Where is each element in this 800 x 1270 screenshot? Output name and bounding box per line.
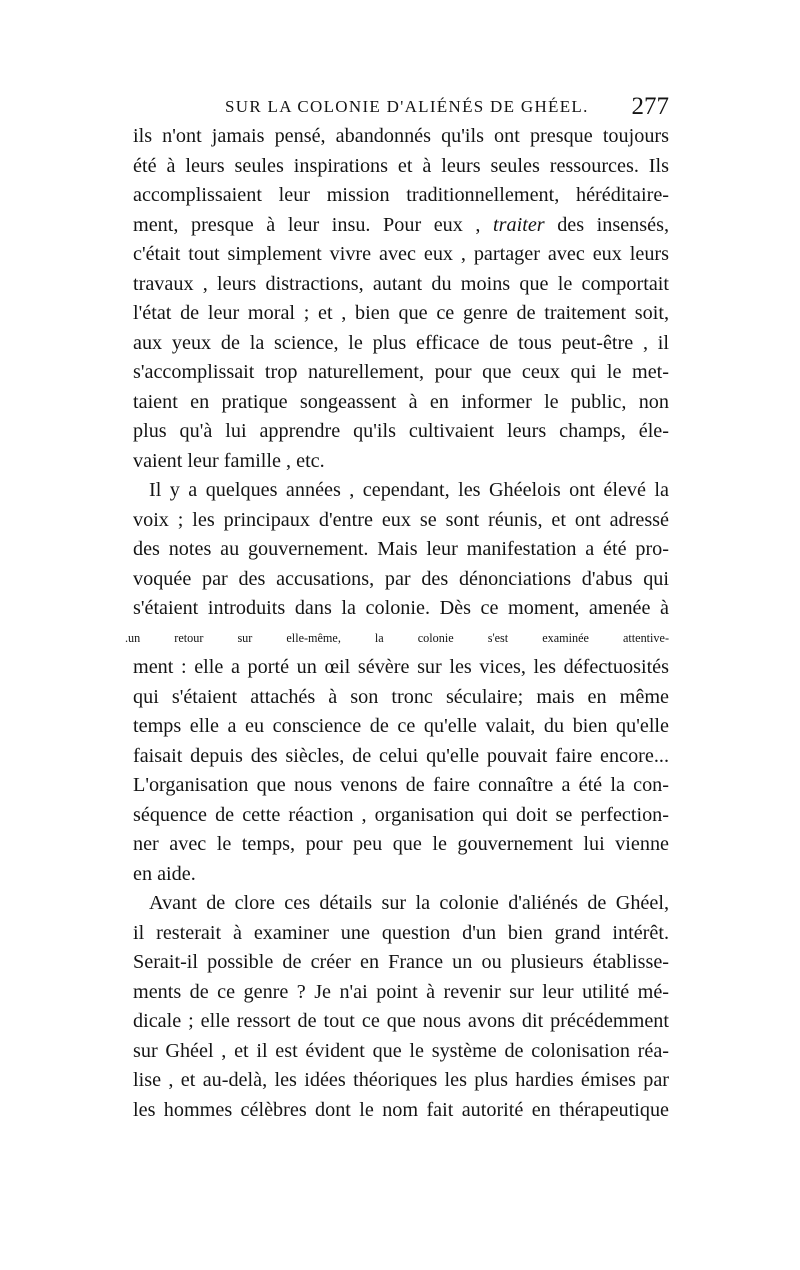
- italic-word: traiter: [493, 213, 545, 236]
- text-line: Il y a quelques années , cependant, les Ghéelois ont élevé la: [149, 479, 669, 501]
- text-line: s'accomplissait trop naturellement, pour que ceux qui le met-: [133, 361, 669, 383]
- text-line: vaient leur famille , etc.: [133, 449, 325, 472]
- running-title: SUR LA COLONIE D'ALIÉNÉS DE GHÉEL.: [225, 97, 589, 116]
- text-line: accomplissaient leur mission traditionnellement, héréditaire-: [133, 184, 669, 206]
- text-line: dicale ; elle ressort de tout ce que nous avons dit précédemment: [133, 1010, 669, 1032]
- text-line: été à leurs seules inspirations et à leurs seules ressources. Ils: [133, 154, 669, 177]
- text-line: il resterait à examiner une question d'un bien grand intérêt.: [133, 921, 669, 944]
- text-line: ils n'ont jamais pensé, abandonnés qu'ils ont presque toujours: [133, 125, 669, 147]
- text-line: des notes au gouvernement. Mais leur manifestation a été pro-: [133, 538, 669, 560]
- text-line: ment : elle a porté un œil sévère sur les vices, les défectuosités: [133, 656, 669, 678]
- text-line: s'étaient introduits dans la colonie. Dès ce moment, amenée à: [133, 597, 669, 619]
- text-line: plus qu'à lui apprendre qu'ils cultivaient leurs champs, éle-: [133, 420, 669, 442]
- text-line: L'organisation que nous venons de faire connaître a été la con-: [133, 774, 669, 796]
- text-line: lise , et au-delà, les idées théoriques les plus hardies émises par: [133, 1069, 669, 1091]
- text-line: .un retour sur elle-même, la colonie s'est examinée attentive-: [125, 630, 669, 645]
- text-line: en aide.: [133, 862, 196, 885]
- text-line: faisait depuis des siècles, de celui qu'elle pouvait faire encore...: [133, 744, 669, 767]
- text-line: travaux , leurs distractions, autant du moins que le comportait: [133, 272, 669, 295]
- body-text: [125, 122, 669, 1122]
- text-line: qui s'étaient attachés à son tronc séculaire; mais en même: [133, 685, 669, 708]
- page-number: 277: [631, 93, 669, 120]
- running-head: [133, 92, 669, 122]
- text-line: temps elle a eu conscience de ce qu'elle valait, du bien qu'elle: [133, 715, 669, 737]
- text-line: sur Ghéel , et il est évident que le système de colonisation réa-: [133, 1039, 669, 1062]
- text-line: c'était tout simplement vivre avec eux , partager avec eux leurs: [133, 243, 669, 265]
- text-line: l'état de leur moral ; et , bien que ce genre de traitement soit,: [133, 302, 669, 324]
- text-line: aux yeux de la science, le plus efficace de tous peut-être , il: [133, 331, 669, 354]
- text-line: ment, presque à leur insu. Pour eux , traiter des insensés,: [133, 213, 669, 236]
- text-line: séquence de cette réaction , organisation qui doit se perfection-: [133, 803, 669, 826]
- text-line: ments de ce genre ? Je n'ai point à revenir sur leur utilité mé-: [133, 980, 669, 1003]
- text-line: ner avec le temps, pour peu que le gouvernement lui vienne: [133, 833, 669, 855]
- text-line: taient en pratique songeassent à en informer le public, non: [133, 390, 669, 413]
- text-line: les hommes célèbres dont le nom fait autorité en thérapeutique: [133, 1098, 669, 1121]
- text-line: Avant de clore ces détails sur la colonie d'aliénés de Ghéel,: [149, 892, 669, 914]
- text-line: voquée par des accusations, par des dénonciations d'abus qui: [133, 567, 669, 590]
- text-line: voix ; les principaux d'entre eux se sont réunis, et ont adressé: [133, 508, 669, 531]
- text-line: Serait-il possible de créer en France un ou plusieurs établisse-: [133, 951, 669, 973]
